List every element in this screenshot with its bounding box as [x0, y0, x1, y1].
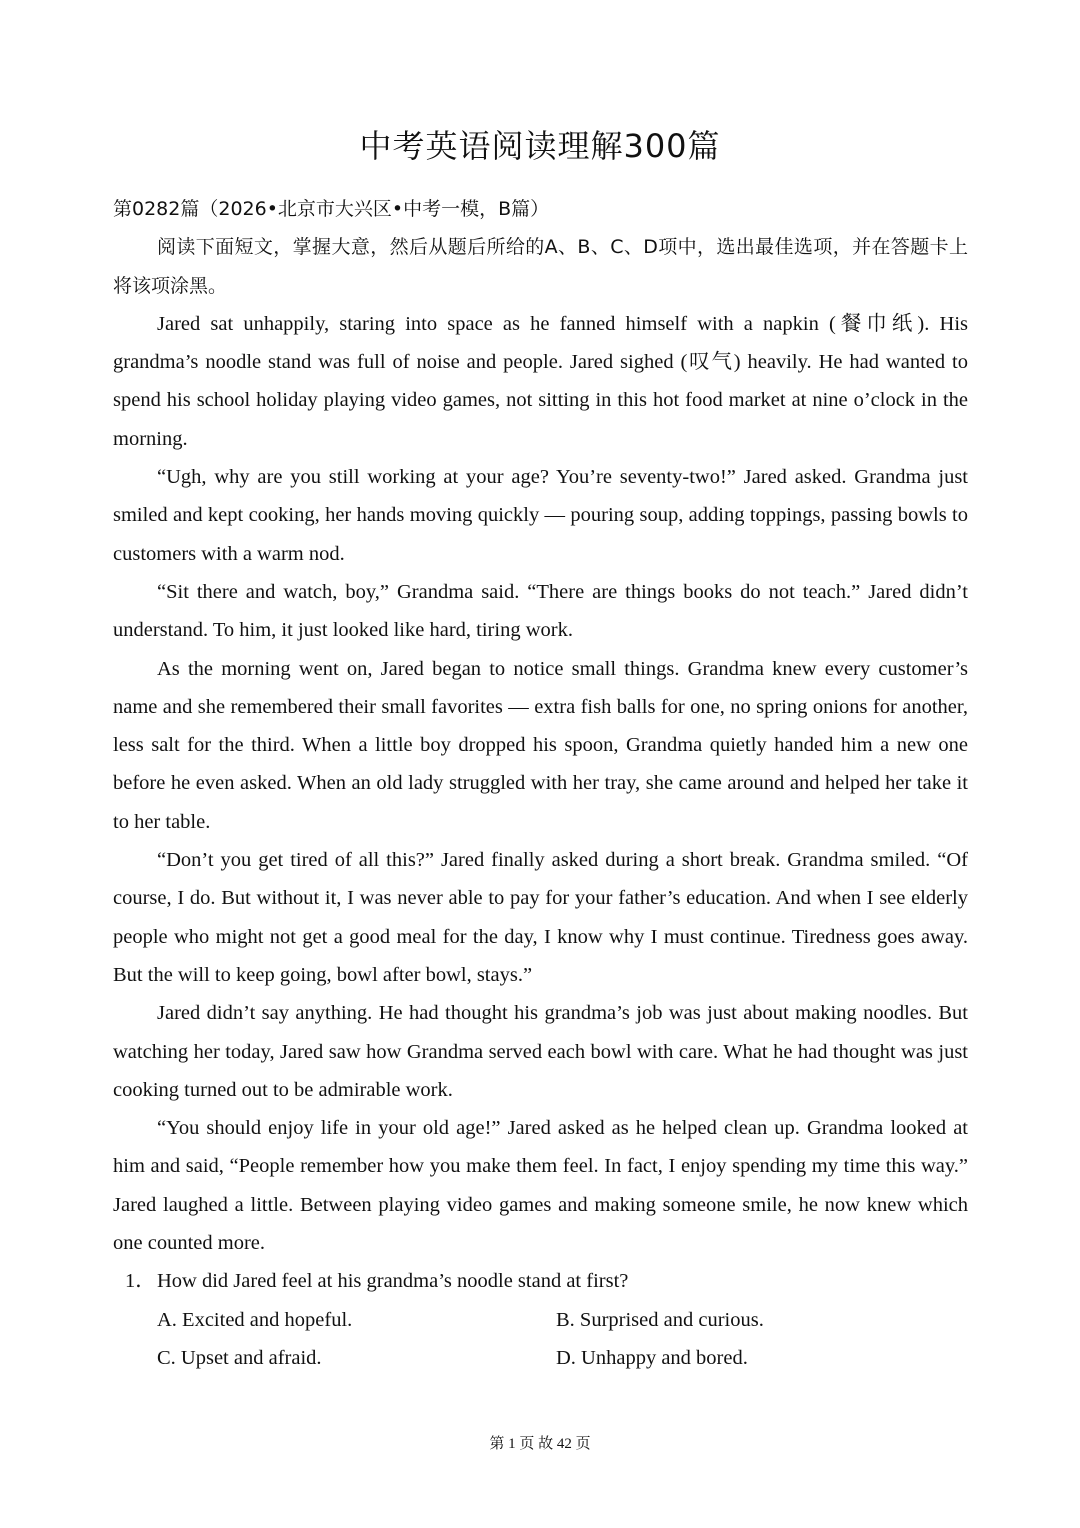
option-d: D. Unhappy and bored.	[556, 1346, 748, 1369]
page-footer: 第 1 页 故 42 页	[489, 1436, 591, 1452]
passage-paragraph: Jared sat unhappily, staring into space as he fanned himself with a napkin (餐巾纸). His grandma’s noodle stand was full of noise and people. Jared sighed (叹气) heavily. He had wanted to spend his school holiday playing video games, not sitting in this hot food market at nine o’clock in the morning.	[113, 312, 968, 450]
question-number: 1．	[125, 1270, 156, 1293]
option-b: B. Surprised and curious.	[556, 1308, 764, 1331]
passage-paragraph: “Sit there and watch, boy,” Grandma said. “There are things books do not teach.” Jared didn’t understand. To him, it just looked like hard, tiring work.	[113, 580, 968, 642]
question-text: How did Jared feel at his grandma’s noodle stand at first?	[157, 1270, 629, 1293]
document-body	[113, 190, 968, 1377]
question	[113, 1262, 968, 1300]
passage-paragraph: “Don’t you get tired of all this?” Jared finally asked during a short break. Grandma smiled. “Of course, I do. But without it, I was never able to pay for your father’s education. And when I see elderly people who might not get a good meal for the day, I know why I must continue. Tiredness goes away. But the will to keep going, bowl after bowl, stays.”	[113, 849, 968, 986]
answer-options	[113, 1301, 968, 1378]
passage-paragraph: “Ugh, why are you still working at your age? You’re seventy-two!” Jared asked. Grandma just smiled and kept cooking, her hands moving quickly — pouring soup, adding toppings, passing bowls to customers with a warm nod.	[113, 466, 968, 565]
passage-header: 第0282篇（2026•北京市大兴区•中考一模，B篇）	[113, 198, 550, 220]
passage-paragraph: Jared didn’t say anything. He had thought his grandma’s job was just about making noodles. But watching her today, Jared saw how Grandma served each bowl with care. What he had thought was just cooking turned out to be admirable work.	[113, 1002, 968, 1101]
option-c: C. Upset and afraid.	[157, 1346, 322, 1369]
option-a: A. Excited and hopeful.	[157, 1308, 353, 1331]
document-title: 中考英语阅读理解300篇	[359, 127, 721, 165]
passage-paragraph: As the morning went on, Jared began to notice small things. Grandma knew every customer’s name and she remembered their small favorites — extra fish balls for one, no spring onions for another, less salt for the third. When a little boy dropped his spoon, Grandma quietly handed him a new one before he even asked. When an old lady struggled with her tray, she came around and helped her take it to her table.	[113, 657, 968, 833]
passage-paragraph: “You should enjoy life in your old age!” Jared asked as he helped clean up. Grandma looked at him and said, “People remember how you make them feel. In fact, I enjoy spending my time this way.” Jared laughed a little. Between playing video games and making someone smile, he now knew which one counted more.	[113, 1117, 968, 1255]
instruction-text: 阅读下面短文，掌握大意，然后从题后所给的A、B、C、D项中，选出最佳选项，并在答题卡上将该项涂黑。	[113, 236, 968, 297]
